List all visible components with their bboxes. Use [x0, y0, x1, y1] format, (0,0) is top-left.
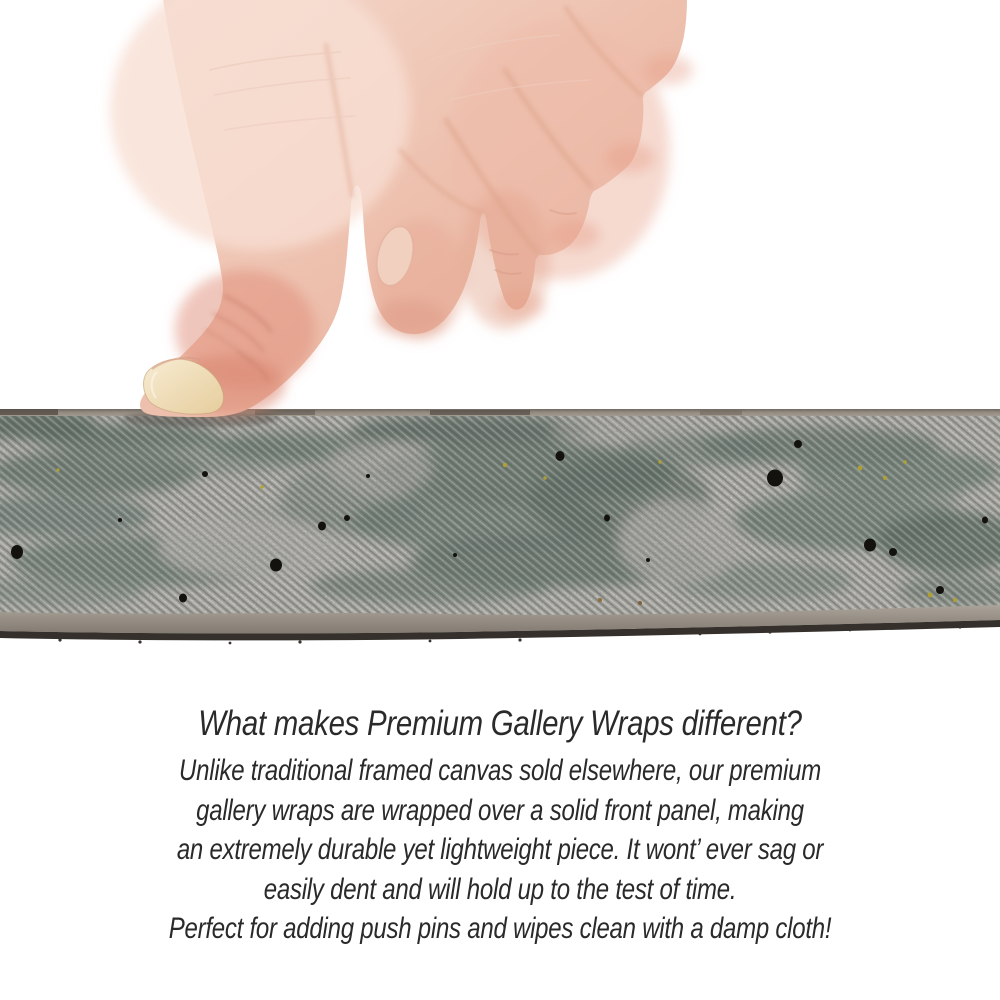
info-heading: What makes Premium Gallery Wraps different? — [198, 704, 802, 743]
canvas-edge-photo — [0, 409, 1000, 644]
info-line-3: an extremely durable yet lightweight piece. It wont’ ever sag or — [176, 833, 824, 866]
hand-photo — [110, 0, 693, 417]
info-line-2: gallery wraps are wrapped over a solid front panel, making — [196, 793, 804, 827]
canvas-grain — [0, 409, 1000, 615]
info-line-5: Perfect for adding push pins and wipes clean with a damp cloth! — [168, 912, 832, 945]
info-line-4: easily dent and will hold up to the test of time. — [263, 872, 737, 906]
info-line-1: Unlike traditional framed canvas sold elsewhere, our premium — [179, 754, 821, 787]
info-text-block — [0, 702, 1000, 949]
